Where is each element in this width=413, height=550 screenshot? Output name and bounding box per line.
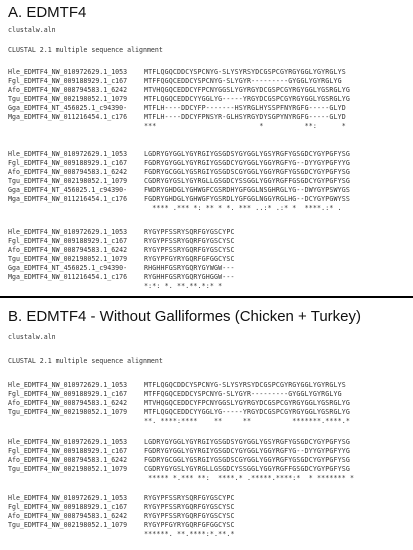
alignment-row — [8, 447, 410, 456]
alignment-row — [8, 521, 410, 530]
sequence-residues: MTFLH----DDCYFP-------HSYRGLHYSSPFNYRGFG-----GLYD — [144, 104, 346, 112]
sequence-label: Fgl_EDMTF4_NW_009188929.1_c167 — [8, 159, 128, 167]
sequence-residues: FGDRYGHDGLYGHWGFYGSRDLYGFGGLNGGYRGLHG--DCYGYPGWYSS — [144, 195, 350, 203]
alignment-row — [8, 177, 410, 186]
alignment-row — [8, 255, 410, 264]
sequence-residues: MTFLQGQCDDCYSPCNYG-SLYSYRSYDCGSPCGYRGYGGLYGYRGLYS — [144, 68, 346, 76]
consensus-row — [8, 417, 410, 426]
sequence-residues: RYGYPFSSRYGQRFGYGSCYSC — [144, 512, 235, 520]
sequence-label: Mga_EDMTF4_NW_011216454.1_c176 — [8, 195, 128, 203]
consensus-line: **** .*** *: ** * *. *** ..:* .:* * ****.:* . — [144, 204, 342, 212]
section-b-alignment-block-3 — [8, 494, 410, 539]
alignment-row — [8, 456, 410, 465]
sequence-label: Fgl_EDMTF4_NW_009188929.1_c167 — [8, 447, 128, 455]
sequence-label: Hle_EDMTF4_NW_010972629.1_1053 — [8, 494, 128, 502]
alignment-row — [8, 95, 410, 104]
sequence-label: Afo_EDMTF4_NW_008794583.1_6242 — [8, 399, 128, 407]
consensus-line: **. ****:**** ** ** *******.****.* — [144, 417, 350, 425]
sequence-label: Tgu_EDMTF4_NW_002198052.1_1079 — [8, 521, 128, 529]
alignment-row — [8, 168, 410, 177]
sequence-residues: MTFFQGQCEDDCYSPCNYG-SLYGYR---------GYGGLYGYRGLYG — [144, 390, 342, 398]
sequence-label: Mga_EDMTF4_NW_011216454.1_c176 — [8, 113, 128, 121]
consensus-row — [8, 282, 410, 291]
alignment-row — [8, 381, 410, 390]
sequence-residues: RYGHHFGSRYGQRYGHGGW--- — [144, 273, 235, 281]
sequence-label: Hle_EDMTF4_NW_010972629.1_1053 — [8, 68, 128, 76]
sequence-label: Gga_EDMTF4_NT_456025.1_c94390- — [8, 264, 128, 272]
alignment-row — [8, 186, 410, 195]
section-b-title: B. EDMTF4 - Without Galliformes (Chicken + Turkey) — [8, 308, 361, 325]
consensus-row — [8, 530, 410, 539]
sequence-residues: MTFLQGQCDDCYSPCNYG-SLYSYRSYDCGSPCGYRGYGGLYGYRGLYS — [144, 381, 346, 389]
sequence-label: Gga_EDMTF4_NT_456025.1_c94390- — [8, 104, 128, 112]
sequence-residues: FGDRYGYGGLYGYRGIYGSGDCYGYGGLYGGYRGFYG--DYYGYPGFYYG — [144, 159, 350, 167]
sequence-residues: RYGYPFGYRYGQRFGFGGCYSC — [144, 255, 235, 263]
sequence-residues: RHGHHFGSRYGQRYGYWGW--- — [144, 264, 235, 272]
sequence-residues: LGDRYGYGGLYGYRGIYGSGDSYGYGGLYGSYRGFYGSGDCYGYPGFYSG — [144, 150, 350, 158]
sequence-residues: FGDRYGCGGLYGSRGIYGSGDSCGYGGLYGGYRGFYGSGDCYGYPGFYSG — [144, 456, 350, 464]
sequence-label: Afo_EDMTF4_NW_008794583.1_6242 — [8, 168, 128, 176]
sequence-label: Tgu_EDMTF4_NW_002198052.1_1079 — [8, 255, 128, 263]
alignment-row — [8, 246, 410, 255]
sequence-residues: LGDRYGYGGLYGYRGIYGSGDSYGYGGLYGSYRGFYGSGDCYGYPGFYSG — [144, 438, 350, 446]
section-b-alignment-block-2 — [8, 438, 410, 483]
alignment-row — [8, 264, 410, 273]
sequence-label: Afo_EDMTF4_NW_008794583.1_6242 — [8, 246, 128, 254]
alignment-row — [8, 159, 410, 168]
alignment-row — [8, 465, 410, 474]
alignment-row — [8, 150, 410, 159]
sequence-residues: RYGYPFSSRYSQRFGYGSCYPC — [144, 228, 235, 236]
sequence-residues: RYGYPFGYRYGQRFGFGGCYSC — [144, 521, 235, 529]
section-b-filename: clustalw.aln — [8, 333, 56, 341]
sequence-residues: MTFLQGQCEDDCYYGGLYG-----YRGYDCGSPCGYRGYGGLYGSRGLYG — [144, 408, 350, 416]
alignment-row — [8, 408, 410, 417]
sequence-label: Hle_EDMTF4_NW_010972629.1_1053 — [8, 438, 128, 446]
alignment-row — [8, 399, 410, 408]
alignment-row — [8, 503, 410, 512]
sequence-label: Afo_EDMTF4_NW_008794583.1_6242 — [8, 86, 128, 94]
sequence-label: Gga_EDMTF4_NT_456025.1_c94390- — [8, 186, 128, 194]
sequence-label: Fgl_EDMTF4_NW_009188929.1_c167 — [8, 237, 128, 245]
consensus-line: ***** *.*** **: ****.* .*****.****:* * ******* * — [144, 474, 355, 482]
consensus-line: *** * **: * — [144, 122, 346, 130]
alignment-row — [8, 390, 410, 399]
section-a-alignment-block-1 — [8, 68, 410, 131]
section-a-title: A. EDMTF4 — [8, 4, 87, 21]
sequence-label: Tgu_EDMTF4_NW_002198052.1_1079 — [8, 95, 128, 103]
alignment-row — [8, 68, 410, 77]
consensus-row — [8, 204, 410, 213]
sequence-label: Tgu_EDMTF4_NW_002198052.1_1079 — [8, 465, 128, 473]
sequence-residues: MTFFQGQCEDDCYSPCNYG-SLYGYR---------GYGGLYGYRGLYG — [144, 77, 342, 85]
sequence-label: Fgl_EDMTF4_NW_009188929.1_c167 — [8, 77, 128, 85]
sequence-label: Tgu_EDMTF4_NW_002198052.1_1079 — [8, 408, 128, 416]
sequence-residues: FGDRYGCGGLYGSRGIYGSGDSCGYGGLYGGYRGFYGSGDCYGYPGFYSG — [144, 168, 350, 176]
alignment-row — [8, 86, 410, 95]
consensus-line: ******. **.****:*.**.* — [144, 530, 235, 538]
section-a-clustal-header: CLUSTAL 2.1 multiple sequence alignment — [8, 46, 163, 54]
section-divider — [0, 296, 413, 298]
sequence-label: Fgl_EDMTF4_NW_009188929.1_c167 — [8, 390, 128, 398]
alignment-row — [8, 512, 410, 521]
sequence-residues: RYGYPFSSRYGQRFGYGSCYSC — [144, 246, 235, 254]
alignment-row — [8, 438, 410, 447]
sequence-label: Mga_EDMTF4_NW_011216454.1_c176 — [8, 273, 128, 281]
sequence-label: Tgu_EDMTF4_NW_002198052.1_1079 — [8, 177, 128, 185]
section-b-clustal-header: CLUSTAL 2.1 multiple sequence alignment — [8, 357, 163, 365]
consensus-line: *:*: *. **.**.*:* * — [144, 282, 223, 290]
sequence-label: Fgl_EDMTF4_NW_009188929.1_c167 — [8, 503, 128, 511]
alignment-row — [8, 113, 410, 122]
alignment-row — [8, 195, 410, 204]
alignment-row — [8, 228, 410, 237]
sequence-label: Afo_EDMTF4_NW_008794583.1_6242 — [8, 512, 128, 520]
consensus-row — [8, 474, 410, 483]
section-b-alignment-block-1 — [8, 381, 410, 426]
sequence-residues: MTFLQGQCEDDCYYGGLYG-----YRGYDCGSPCGYRGYGGLYGSRGLYG — [144, 95, 350, 103]
section-a-alignment-block-2 — [8, 150, 410, 213]
section-a-filename: clustalw.aln — [8, 26, 56, 34]
sequence-residues: MTFLH----DDCYFPNSYR-GLHSYRGYDYSGPYNYRGFG-----GLYD — [144, 113, 346, 121]
alignment-row — [8, 104, 410, 113]
sequence-residues: FGDRYGYGGLYGYRGIYGSGDCYGYGGLYGGYRGFYG--DYYGYPGFYYG — [144, 447, 350, 455]
sequence-label: Hle_EDMTF4_NW_010972629.1_1053 — [8, 150, 128, 158]
sequence-label: Afo_EDMTF4_NW_008794583.1_6242 — [8, 456, 128, 464]
sequence-residues: RYGYPFSSRYSQRFGYGSCYPC — [144, 494, 235, 502]
sequence-label: Hle_EDMTF4_NW_010972629.1_1053 — [8, 381, 128, 389]
alignment-row — [8, 77, 410, 86]
alignment-row — [8, 494, 410, 503]
alignment-row — [8, 237, 410, 246]
sequence-residues: CGDRYGYGSLYGYRGLLGSGDCYSSGGLYGGYRGFFGSGDCYGYPGFYSG — [144, 465, 350, 473]
sequence-residues: CGDRYGYGSLYGYRGLLGSGDCYSSGGLYGGYRGFFGSGDCYGYPGFYSG — [144, 177, 350, 185]
sequence-residues: MTVHQGQCEDDCYFPCNYGGSLYGYRGYDCGSPCGYRGYGGLYGSRGLYG — [144, 86, 350, 94]
consensus-row — [8, 122, 410, 131]
sequence-residues: RYGYPFSSRYGQRFGYGSCYSC — [144, 503, 235, 511]
sequence-residues: FWDRYGHDGLYGHWGFCGSRDHYGFGGLNSGHRGLYG--DWYGYPSWYGS — [144, 186, 350, 194]
sequence-residues: RYGYPFSSRYGQRFGYGSCYSC — [144, 237, 235, 245]
sequence-residues: MTVHQGQCEDDCYFPCNYGGSLYGYRGYDCGSPCGYRGYGGLYGSRGLYG — [144, 399, 350, 407]
alignment-row — [8, 273, 410, 282]
section-a-alignment-block-3 — [8, 228, 410, 291]
sequence-label: Hle_EDMTF4_NW_010972629.1_1053 — [8, 228, 128, 236]
